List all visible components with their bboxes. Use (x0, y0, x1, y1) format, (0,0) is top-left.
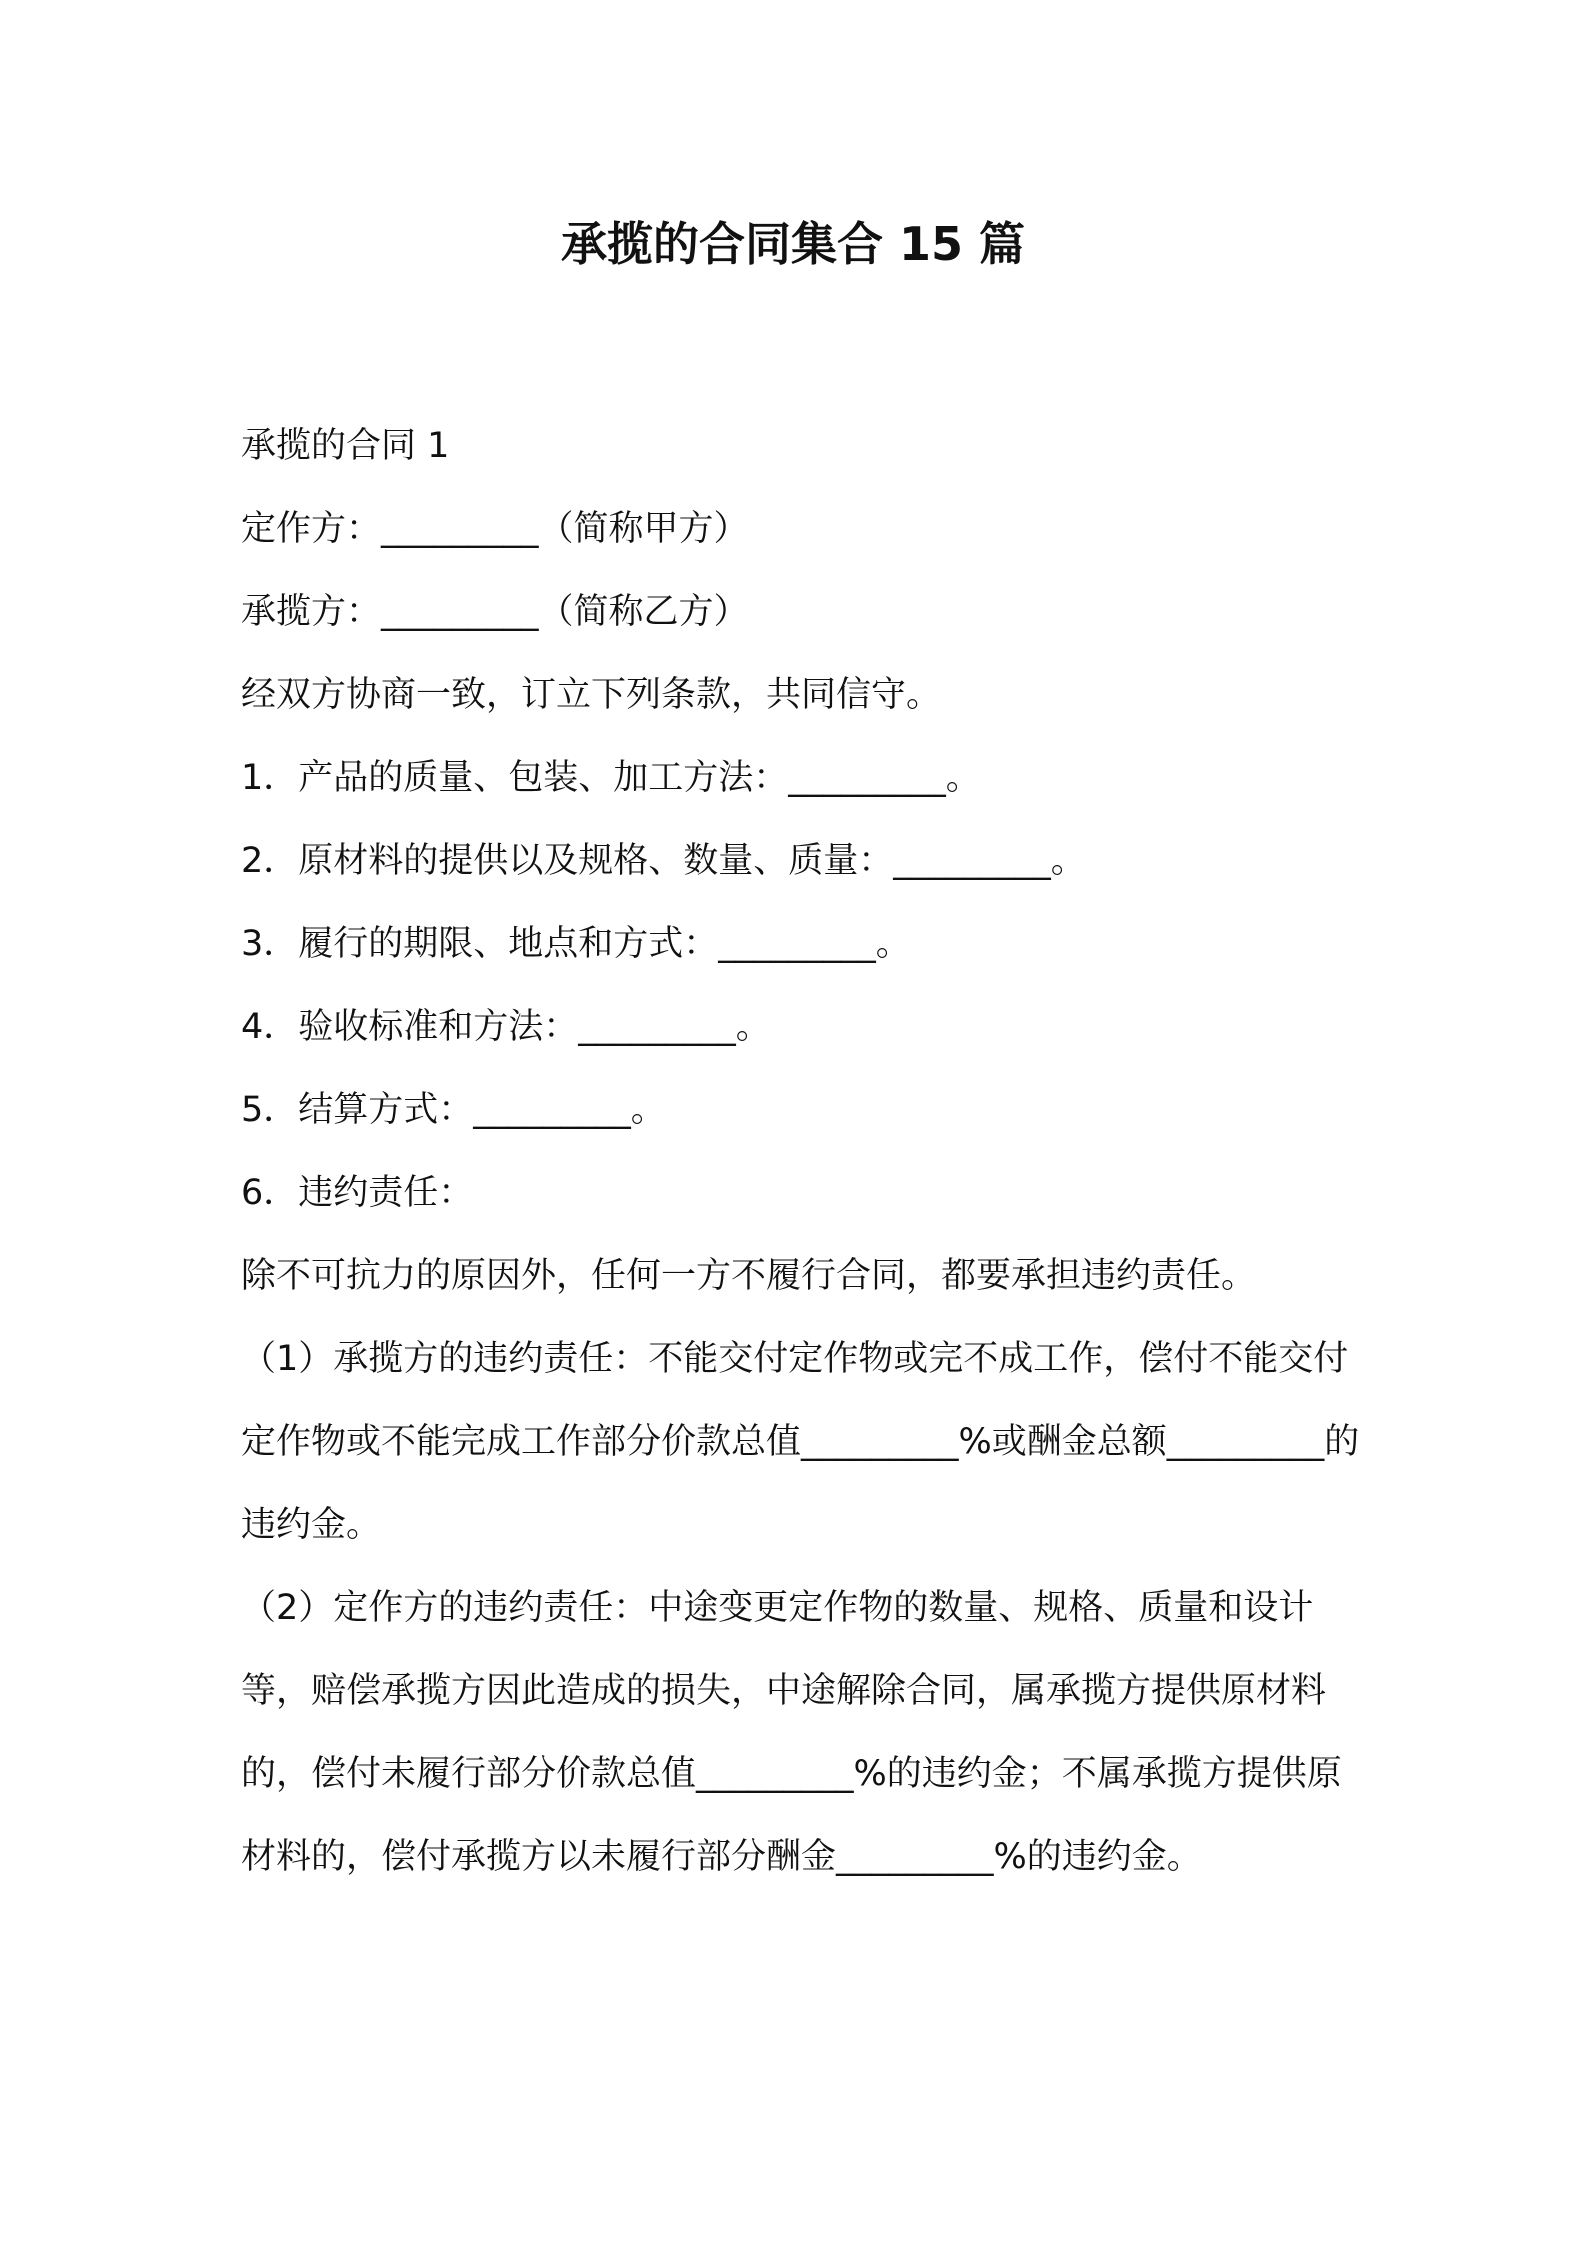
clause-2: 2．原材料的提供以及规格、数量、质量：_________。 (241, 841, 1086, 881)
contract-heading: 承揽的合同 1 (241, 426, 450, 466)
liability-orderer: （2）定作方的违约责任：中途变更定作物的数量、规格、质量和设计等，赔偿承揽方因此造成的损失，中途解除合同，属承揽方提供原材料的，偿付未履行部分价款总值_________%的违约金；不属承揽方提供原材料的，偿付承揽方以未履行部分酬金_________%的违约金。 (241, 1588, 1342, 1877)
clause-3: 3．履行的期限、地点和方式：_________。 (241, 924, 911, 964)
clause-5: 5．结算方式：_________。 (241, 1090, 666, 1130)
agreement-statement: 经双方协商一致，订立下列条款，共同信守。 (241, 675, 942, 715)
party-b-line: 承揽方：_________（简称乙方） (241, 592, 749, 632)
party-a-line: 定作方：_________（简称甲方） (241, 509, 749, 549)
clause-6-heading: 6．违约责任： (241, 1173, 474, 1213)
clause-1: 1．产品的质量、包装、加工方法：_________。 (241, 758, 981, 798)
document-body (241, 405, 1361, 1899)
liability-contractor: （1）承揽方的违约责任：不能交付定作物或完不成工作，偿付不能交付定作物或不能完成工作部分价款总值_________%或酬金总额_________的违约金。 (241, 1339, 1360, 1545)
liability-general: 除不可抗力的原因外，任何一方不履行合同，都要承担违约责任。 (241, 1256, 1257, 1296)
clause-4: 4．验收标准和方法：_________。 (241, 1007, 771, 1047)
document-title: 承揽的合同集合 15 篇 (560, 217, 1026, 271)
